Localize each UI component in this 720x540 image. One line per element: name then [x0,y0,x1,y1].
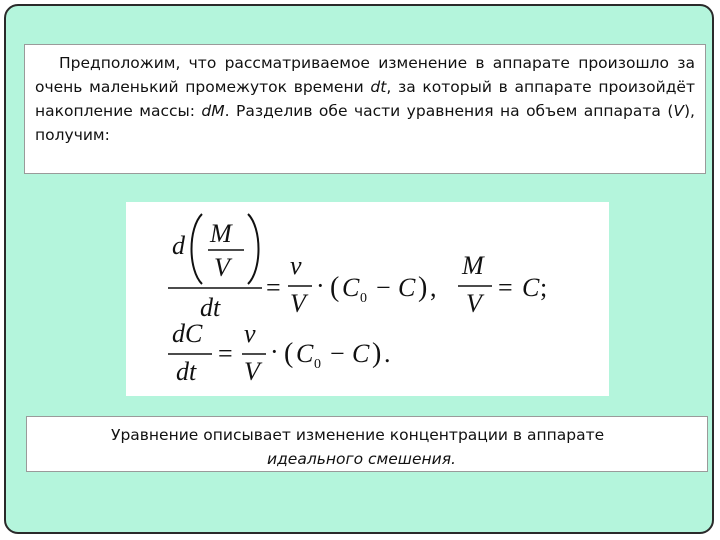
eq2-C: C [522,273,540,302]
eq3-minus: − [330,339,345,368]
eq1-C0: C [342,273,360,302]
eq1-C: C [398,273,416,302]
eq3-nu: ν [244,319,256,348]
eq3-close-paren: ) [372,338,382,369]
eq2-V: V [466,289,482,318]
eq2-M: M [462,251,484,280]
eq1-dt: dt [200,293,221,322]
caption-line-2: идеального смешения. [267,450,456,468]
caption-box [26,416,708,472]
eq3-dt: dt [176,357,197,386]
intro-text-2: , за который в аппарате произойдёт накопление массы: [35,78,695,120]
eq1-d: d [172,231,185,260]
var-dt: dt [370,78,387,96]
eq1-equals: = [266,273,281,302]
left-paren-big [192,214,203,284]
var-dM: dM [201,102,225,120]
eq3-C0: C [296,339,314,368]
eq1-nu: ν [290,251,302,280]
eq3-dot: · [270,337,279,366]
intro-text-3: . Разделив обе части уравнения на объем аппарата ( [224,102,674,120]
slide-background [4,4,714,534]
eq2-semicolon: ; [540,273,548,302]
eq1-V-denominator: V [290,289,306,318]
eq3-dC: dC [172,319,203,348]
eq3-period: . [384,339,391,368]
var-V: V [673,102,684,120]
eq3-equals: = [218,339,233,368]
right-paren-big [248,214,259,284]
eq1-minus: − [376,273,391,302]
eq3-C0-subscript: 0 [314,357,321,372]
eq2-equals: = [498,273,513,302]
eq3-C: C [352,339,370,368]
intro-text-1: Предположим, что рассматриваемое изменение в аппарате произошло за очень маленький промежуток времени [35,54,695,96]
eq1-comma: , [430,273,437,302]
eq1-open-paren: ( [330,272,340,303]
eq3-V: V [244,357,260,386]
eq1-C0-subscript: 0 [360,291,367,306]
intro-paragraph [35,51,695,147]
eq1-dot: · [316,271,325,300]
eq1-close-paren: ) [418,272,428,303]
formula-image [126,202,609,396]
caption-line-1: Уравнение описывает изменение концентрации в аппарате [111,426,605,444]
eq1-inner-V: V [214,253,230,282]
intro-text-box [24,44,706,174]
eq3-open-paren: ( [284,338,294,369]
intro-text-4: ), получим: [35,102,695,144]
eq1-inner-M: M [210,219,232,248]
